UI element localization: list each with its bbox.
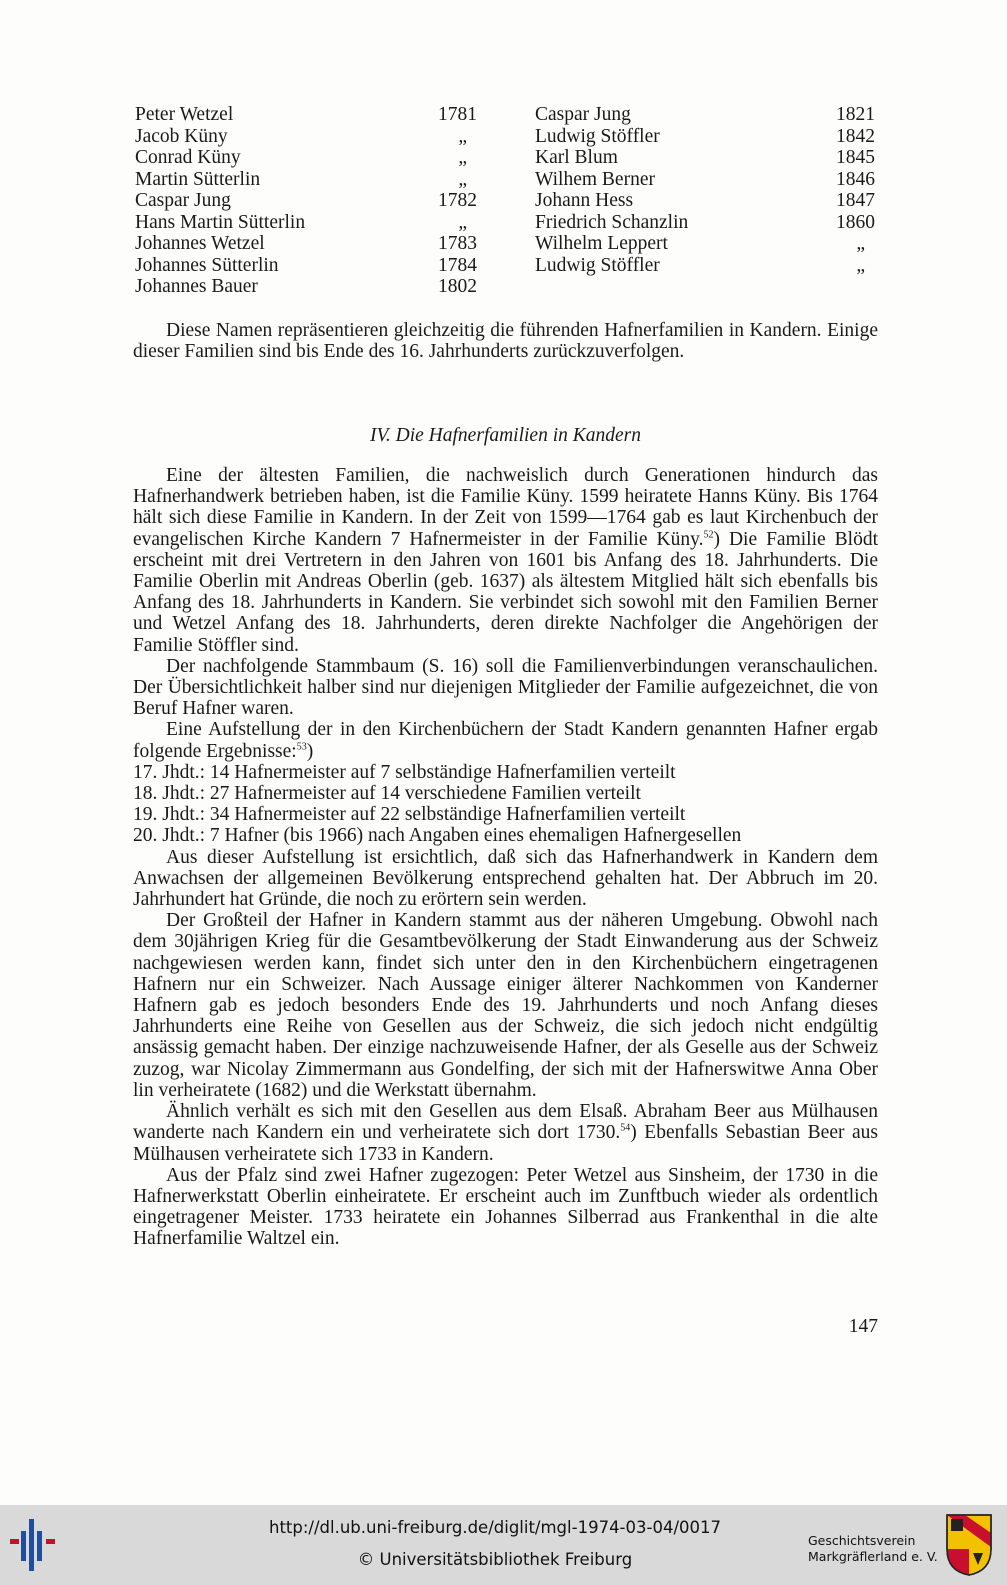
paragraph-2: Der nachfolgende Stammbaum (S. 16) soll die Familienverbindungen veranschaulichen. Der Übersichtlichkeit halber sind nur diejenigen Mitglieder der Familie aufgezeichnet, die von Beruf Hafner waren.	[133, 655, 878, 720]
paragraph-1-text-b: ) Die Familie Blödt erscheint mit drei Vertretern in den Jahren von 1601 bis Anfang des 18. Jahrhunderts. Die Familie Oberlin mit Andreas Oberlin (geb. 1637) als ältestem Mitglied hält sich ebenfalls bis Anfang des 18. Jahrhunderts in Kandern. Sie verbindet sich sowohl mit den Familien Berner und Wetzel Anfang des 18. Jahrhunderts, deren direkte Nachfolger die Angehörigen der Familie Stöffler sind.	[133, 528, 878, 656]
hafner-name: Conrad Küny	[135, 147, 241, 168]
footnote-ref-53: 53	[296, 741, 307, 753]
hafner-name: Ludwig Stöffler	[535, 254, 660, 276]
hafner-year: 1845	[836, 147, 875, 168]
hafner-name: Martin Sütterlin	[135, 168, 261, 190]
society-name-line-1: Geschichtsverein	[808, 1533, 916, 1548]
coat-of-arms-icon	[945, 1513, 993, 1577]
footer-bar	[0, 1505, 1007, 1585]
hafner-name: Hans Martin Sütterlin	[135, 211, 306, 233]
name-row	[135, 233, 477, 255]
footnote-ref-54: 54	[620, 1122, 631, 1134]
paragraph-4: Aus dieser Aufstellung ist ersichtlich, daß sich das Hafnerhandwerk in Kandern dem Anwachsen der allgemeinen Bevölkerung entsprechend gehalten hat. Der Abbruch im 20. Jahrhundert hat Gründe, die noch zu erörtern sein werden.	[133, 846, 878, 911]
hafner-name: Ludwig Stöffler	[535, 125, 660, 147]
copyright-text: © Universitätsbibliothek Freiburg	[357, 1550, 633, 1569]
name-row	[535, 190, 875, 212]
hafner-name: Johannes Sütterlin	[135, 254, 279, 276]
hafner-name: Karl Blum	[535, 147, 618, 168]
hafner-year: 1802	[438, 276, 477, 297]
hafner-name: Peter Wetzel	[135, 104, 234, 125]
intro-text: Diese Namen repräsentieren gleichzeitig die führenden Hafnerfamilien in Kandern. Einige dieser Familien sind bis Ende des 16. Jahrhunderts zurückzuverfolgen.	[133, 320, 878, 363]
list-item: 18. Jhdt.: 27 Hafnermeister auf 14 verschiedene Familien verteilt	[133, 783, 641, 805]
hafner-name: Caspar Jung	[535, 104, 631, 125]
hafner-year: 1783	[438, 233, 477, 254]
name-row	[535, 147, 875, 169]
name-row	[135, 276, 477, 298]
hafner-year: 1842	[836, 125, 875, 147]
name-row	[135, 190, 477, 212]
hafner-year: 1781	[438, 104, 477, 125]
hafner-name: Wilhelm Leppert	[535, 233, 668, 254]
hafner-year: 1782	[438, 190, 477, 211]
paragraph-6	[133, 1101, 878, 1165]
names-column-right	[535, 104, 875, 276]
name-row	[535, 233, 875, 255]
hafner-year: „	[458, 211, 467, 233]
paragraph-1-text-a: Eine der ältesten Familien, die nachweislich durch Generationen hindurch das Hafnerhandwerk betrieben haben, ist die Familie Küny. 1599 heiratete Hanns Küny. Bis 1764 hält sich diese Familie in Kandern. In der Zeit von 1599—1764 gab es laut Kirchenbuch der evangelischen Kirche Kandern 7 Hafnermeister in der Familie Küny.	[133, 465, 878, 550]
footnote-ref-52: 52	[703, 529, 714, 541]
name-row	[135, 169, 477, 191]
hafner-name: Johannes Wetzel	[135, 233, 265, 254]
hafner-name: Jacob Küny	[135, 125, 228, 147]
section-heading: IV. Die Hafnerfamilien in Kandern	[370, 425, 641, 446]
ub-freiburg-logo-icon	[10, 1519, 62, 1571]
paragraph-1	[133, 465, 878, 656]
document-url-link[interactable]: http://dl.ub.uni-freiburg.de/diglit/mgl-1974-03-04/0017	[268, 1518, 722, 1537]
hafner-name: Wilhem Berner	[535, 168, 655, 190]
paragraph-6-text-b: ) Ebenfalls Sebastian Beer aus Mülhausen verheiratete sich 1733 in Kandern.	[133, 1122, 878, 1165]
paragraph-6-text-a: Ähnlich verhält es sich mit den Gesellen aus dem Elsaß. Abraham Beer aus Mülhausen wanderte nach Kandern ein und verheiratete sich dort 1730.	[133, 1101, 878, 1144]
hafner-year: „	[856, 254, 865, 276]
name-row	[135, 126, 477, 148]
list-item: 17. Jhdt.: 14 Hafnermeister auf 7 selbständige Hafnerfamilien verteilt	[133, 761, 676, 783]
name-row	[135, 255, 477, 277]
hafner-name: Johannes Bauer	[135, 276, 258, 297]
hafner-year: „	[458, 147, 467, 168]
list-item: 19. Jhdt.: 34 Hafnermeister auf 22 selbständige Hafnerfamilien verteilt	[133, 804, 686, 826]
name-row	[135, 147, 477, 169]
main-text	[133, 465, 878, 1250]
name-row	[535, 212, 875, 234]
name-row	[535, 255, 875, 277]
hafner-name: Friedrich Schanzlin	[535, 211, 689, 233]
name-row	[535, 126, 875, 148]
hafner-year: „	[458, 125, 467, 147]
society-name	[808, 1533, 938, 1565]
hafner-year: 1860	[836, 211, 875, 233]
paragraph-3	[133, 719, 878, 761]
paragraph-7: Aus der Pfalz sind zwei Hafner zugezogen: Peter Wetzel aus Sinsheim, der 1730 in die Hafnerwerkstatt Oberlin einheiratete. Er erscheint auch im Zunftbuch wieder als ordentlich eingetragener Meister. 1733 heiratete ein Johannes Silberrad aus Frankenthal in die alte Hafnerfamilie Waltzel ein.	[133, 1164, 878, 1250]
page-number: 147	[848, 1316, 878, 1337]
name-row	[535, 169, 875, 191]
hafner-year: 1821	[836, 104, 875, 125]
paragraph-3-text-a: Eine Aufstellung der in den Kirchenbüchern der Stadt Kandern genannten Hafner ergab folgende Ergebnisse:	[133, 719, 878, 762]
hafner-year: „	[458, 168, 467, 190]
hafner-year: 1847	[836, 190, 875, 211]
hafner-name: Johann Hess	[535, 190, 634, 211]
names-column-left	[135, 104, 477, 298]
name-row	[135, 104, 477, 126]
name-row	[135, 212, 477, 234]
list-item: 20. Jhdt.: 7 Hafner (bis 1966) nach Angaben eines ehemaligen Hafnergesellen	[133, 825, 742, 847]
hafner-year: „	[856, 233, 865, 254]
hafner-year: 1846	[836, 168, 875, 190]
hafner-year: 1784	[438, 254, 477, 276]
intro-paragraph	[133, 320, 878, 362]
name-row	[535, 104, 875, 126]
hafner-name: Caspar Jung	[135, 190, 231, 211]
society-name-line-2: Markgräflerland e. V.	[808, 1549, 938, 1564]
paragraph-3-text-b: )	[306, 740, 314, 762]
paragraph-5: Der Großteil der Hafner in Kandern stammt aus der näheren Umgebung. Obwohl nach dem 30jährigen Krieg für die Gesamtbevölkerung der Stadt Einwanderung aus der Schweiz nachgewiesen werden kann, findet sich unter den in den Kirchenbüchern eingetragenen Hafnern nur ein Schweizer. Nach Aussage einiger älterer Nachkommen von Kanderner Hafnern gab es jedoch besonders Ende des 19. Jahrhunderts und noch Anfang dieses Jahrhunderts eine Reihe von Gesellen aus der Schweiz, die sich jedoch nicht endgültig ansässig gemacht haben. Der einzige nachzuweisende Hafner, der als Geselle aus der Schweiz zuzog, war Nicolay Zimmermann aus Gondelfing, der sich mit der Hafnerswitwe Anna Ober lin verheiratete (1682) und die Werkstatt übernahm.	[133, 910, 878, 1101]
